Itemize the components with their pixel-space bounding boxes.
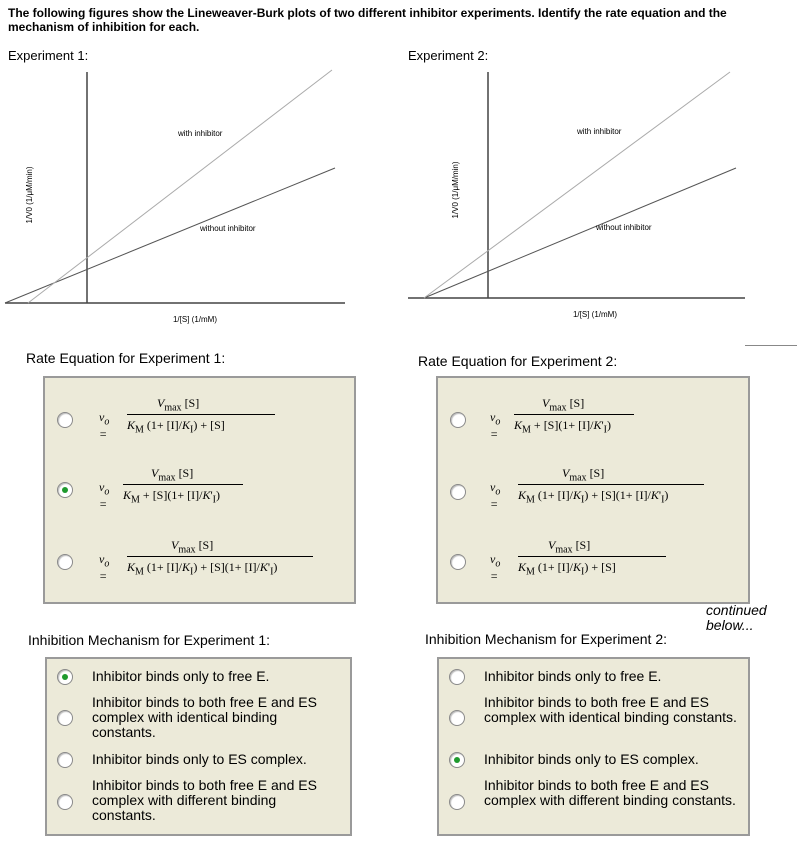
rate-eq1-option-1-radio[interactable] <box>57 482 73 498</box>
intro-text: The following figures show the Lineweaver-Burk plots of two different inhibitor experiments. Identify the rate equation and the mechanism of inhibition for each. <box>8 6 727 34</box>
mech2-option-3-label[interactable]: Inhibitor binds to both free E and ES complex with different binding constants. <box>484 777 736 808</box>
mech2-option-1-label[interactable]: Inhibitor binds to both free E and ES complex with identical binding constants. <box>484 694 737 725</box>
with-inhibitor-line <box>424 72 730 298</box>
mech1-option-3-label[interactable]: Inhibitor binds to both free E and ES complex with different binding constants. <box>92 777 317 823</box>
mech1-option-2-radio[interactable] <box>57 752 73 768</box>
mech1-title: Inhibition Mechanism for Experiment 1: <box>28 632 270 648</box>
rate-eq1-option-0-radio[interactable] <box>57 412 73 428</box>
x-axis-label: 1/[S] (1/mM) <box>172 315 218 324</box>
experiment1-label: Experiment 1: <box>8 48 89 63</box>
rate-eq1-title: Rate Equation for Experiment 1: <box>26 350 226 366</box>
y-axis-label-text: 1/V0 (1/μM/min) <box>25 166 34 224</box>
rate-eq2-option-0-radio[interactable] <box>450 412 466 428</box>
mech2-title: Inhibition Mechanism for Experiment 2: <box>425 631 667 647</box>
mech2-option-3-radio[interactable] <box>449 794 465 810</box>
without-inhibitor-label: without inhibitor <box>200 224 256 233</box>
mech2-option-0-label[interactable]: Inhibitor binds only to free E. <box>484 668 662 684</box>
continued-note: continued below... <box>706 602 767 633</box>
y-axis-label <box>451 161 460 218</box>
mech1-option-3-radio[interactable] <box>57 794 73 810</box>
mech2-option-1-radio[interactable] <box>449 710 465 726</box>
rate-eq2-panel: $v_o$ = $V_{max}$ [S] $K_M + [S](1+ [I]/K'_I)$ $v_o$ = $V_{max}$ [S] $K_M$ $(1+ [I]/K_I) + [S](1+ [I]/K'_I)$ $v_o$ = $V_{max}$ [S] $K_M$ $(1+ [I]/K_I) + [S]$ <box>436 376 750 604</box>
rate-eq2-option-2-radio[interactable] <box>450 554 466 570</box>
mech1-option-2-label[interactable]: Inhibitor binds only to ES complex. <box>92 751 307 767</box>
y-axis-label <box>25 166 34 223</box>
mech2-option-0-radio[interactable] <box>449 669 465 685</box>
without-inhibitor-label: without inhibitor <box>596 223 652 232</box>
mech2-panel <box>437 657 750 836</box>
mech1-option-0-label[interactable]: Inhibitor binds only to free E. <box>92 668 270 684</box>
rate-eq1-option-2-radio[interactable] <box>57 554 73 570</box>
with-inhibitor-label: with inhibitor <box>577 127 622 136</box>
experiment1-plot <box>0 60 360 345</box>
x-axis-label: 1/[S] (1/mM) <box>572 310 618 319</box>
mech1-option-1-label[interactable]: Inhibitor binds to both free E and ES complex with identical binding constants. <box>92 694 317 740</box>
mech1-panel <box>45 657 352 836</box>
experiment2-plot <box>400 60 760 345</box>
without-inhibitor-line <box>424 168 736 298</box>
rate-eq2-option-1-radio[interactable] <box>450 484 466 500</box>
mech1-option-0-radio[interactable] <box>57 669 73 685</box>
y-axis-label-text: 1/V0 (1/μM/min) <box>451 161 460 219</box>
separator-line <box>745 345 797 346</box>
with-inhibitor-label: with inhibitor <box>178 129 223 138</box>
rate-eq1-panel: $v_o$ = $V_{max}$ [S] $K_M$ $(1+ [I]/K_I) + [S]$ $v_o$ = $V_{max}$ [S] $K_M + [S](1+ [I]/K'_I)$ $v_o$ = $V_{max}$ [S] $K_M$ $(1+ [I]/K_I) + [S](1+ [I]/K'_I)$ <box>43 376 356 604</box>
mech2-option-2-radio[interactable] <box>449 752 465 768</box>
rate-eq2-title: Rate Equation for Experiment 2: <box>418 353 618 369</box>
experiment2-label: Experiment 2: <box>408 48 489 63</box>
mech2-option-2-label[interactable]: Inhibitor binds only to ES complex. <box>484 751 699 767</box>
mech1-option-1-radio[interactable] <box>57 710 73 726</box>
with-inhibitor-line <box>28 70 332 303</box>
